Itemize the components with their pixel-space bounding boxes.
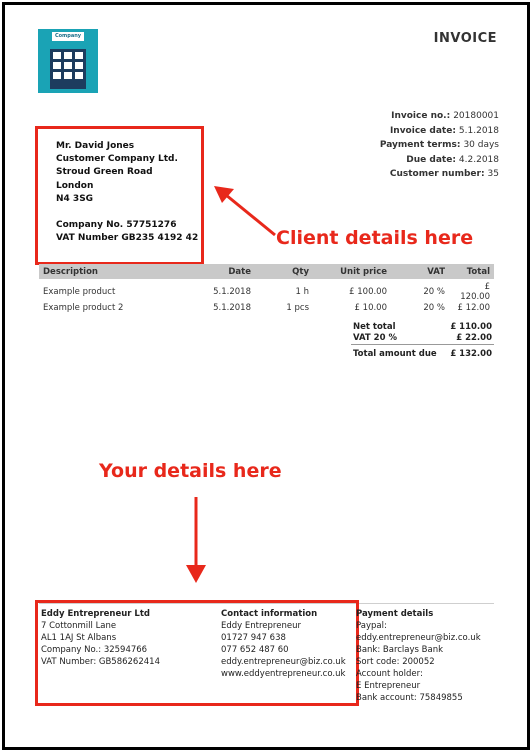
col-total: Total xyxy=(449,264,494,279)
client-line: Stroud Green Road xyxy=(56,167,153,178)
client-vat-number: VAT Number GB235 4192 42 xyxy=(56,233,199,244)
items-table xyxy=(39,264,494,314)
col-description: Description xyxy=(39,264,187,279)
contact-line: Eddy Entrepreneur xyxy=(221,621,301,631)
net-total-row: Net total £ 110.00 xyxy=(353,322,492,332)
client-line: Mr. David Jones xyxy=(56,141,135,151)
client-line: Customer Company Ltd. xyxy=(56,154,178,165)
contact-heading: Contact information xyxy=(221,609,318,619)
col-vat: VAT xyxy=(391,264,449,279)
table-row: Example product 2 5.1.2018 1 pcs £ 10.00 20 % £ 12.00 xyxy=(43,303,490,313)
totals-block xyxy=(351,322,494,360)
client-line: London xyxy=(56,180,94,191)
logo-label: Company xyxy=(52,32,84,41)
meta-row: Invoice date: 5.1.2018 xyxy=(389,125,499,136)
building-icon xyxy=(50,49,86,89)
footer-contact xyxy=(221,608,346,680)
company-line: Company No.: 32594766 xyxy=(41,645,148,655)
company-line: VAT Number: GB586262414 xyxy=(41,657,160,667)
your-details-note: Your details here xyxy=(99,460,282,482)
client-details-note: Client details here xyxy=(276,227,474,249)
arrow-icon xyxy=(184,495,208,587)
col-unit-price: Unit price xyxy=(313,264,391,279)
contact-line: www.eddyentrepreneur.co.uk xyxy=(221,669,346,679)
arrow-icon xyxy=(210,183,280,243)
payment-heading: Payment details xyxy=(356,609,434,619)
footer-payment xyxy=(356,608,481,704)
company-logo xyxy=(38,29,98,93)
invoice-meta xyxy=(279,109,499,182)
invoice-page xyxy=(2,2,530,750)
payment-line: eddy.entrepreneur@biz.co.uk xyxy=(356,633,481,643)
contact-line: 077 652 487 60 xyxy=(221,645,289,655)
company-name: Eddy Entrepreneur Ltd xyxy=(41,609,150,619)
payment-line: Account holder: xyxy=(356,669,423,679)
amount-due-row: Total amount due £ 132.00 xyxy=(353,349,492,359)
table-row: Example product 5.1.2018 1 h £ 100.00 20 % £ 120.00 xyxy=(43,282,490,302)
client-address xyxy=(56,140,198,245)
col-qty: Qty xyxy=(255,264,313,279)
payment-line: E Entrepreneur xyxy=(356,681,421,691)
client-line: N4 3SG xyxy=(56,193,94,204)
col-date: Date xyxy=(187,264,255,279)
table-header-row xyxy=(39,264,494,279)
contact-line: 01727 947 638 xyxy=(221,633,286,643)
footer-company xyxy=(41,608,160,668)
payment-line: Bank: Barclays Bank xyxy=(356,645,444,655)
payment-line: Paypal: xyxy=(356,621,387,631)
meta-row: Payment terms: 30 days xyxy=(379,140,499,150)
client-company-no: Company No. 57751276 xyxy=(56,220,177,231)
contact-line: eddy.entrepreneur@biz.co.uk xyxy=(221,657,346,667)
meta-row: Invoice no.: 20180001 xyxy=(391,111,499,121)
vat-total-row: VAT 20 % £ 22.00 xyxy=(353,333,492,343)
company-line: 7 Cottonmill Lane xyxy=(41,621,117,631)
payment-line: Bank account: 75849855 xyxy=(356,693,463,703)
page-title: INVOICE xyxy=(433,31,497,46)
meta-row: Customer number: 35 xyxy=(389,169,499,179)
meta-row: Due date: 4.2.2018 xyxy=(406,154,499,165)
company-line: AL1 1AJ St Albans xyxy=(41,633,117,643)
payment-line: Sort code: 200052 xyxy=(356,657,435,667)
